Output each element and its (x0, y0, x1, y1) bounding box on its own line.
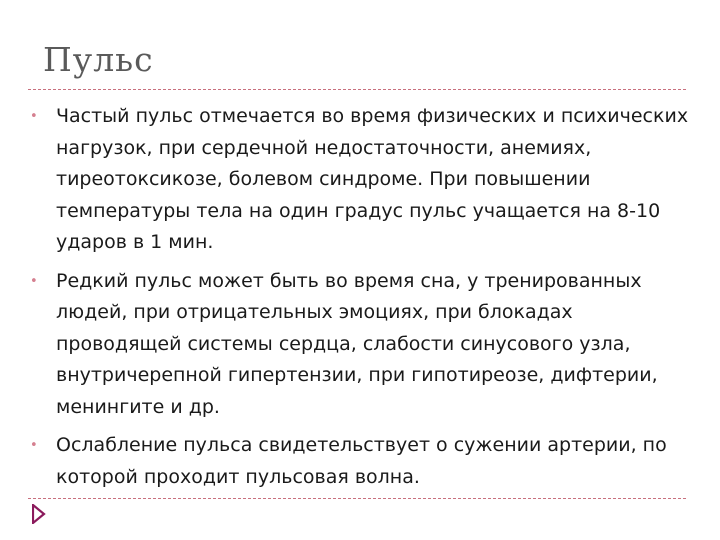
footer-divider (28, 498, 686, 499)
title-divider (28, 89, 686, 90)
bullet-list (28, 101, 692, 500)
play-arrow-icon[interactable] (32, 504, 46, 524)
bullet-text: Ослабление пульса свидетельствует о сужении артерии, по которой проходит пульсовая волна. (56, 434, 667, 488)
bullet-item (28, 266, 692, 424)
bullet-item (28, 430, 692, 493)
bullet-item (28, 101, 692, 259)
bullet-dot-icon: • (30, 273, 38, 289)
bullet-dot-icon: • (30, 438, 38, 453)
bullet-text: Частый пульс отмечается во время физических и психических нагрузок, при сердечной недостаточности, анемиях, тиреотоксикозе, болевом синдроме. При повышении температуры тела на один градус пульс учащается на 8-10 ударов в 1 мин. (56, 105, 689, 253)
bullet-dot-icon: • (30, 109, 38, 124)
bullet-text: Редкий пульс может быть во время сна, у тренированных людей, при отрицательных эмоциях, при блокадах проводящей системы сердца, слабости синусового узла, внутричерепной гипертензии, при гипотиреозе, дифтерии, менингите и др. (56, 269, 658, 418)
slide-title: Пульс (43, 40, 154, 79)
